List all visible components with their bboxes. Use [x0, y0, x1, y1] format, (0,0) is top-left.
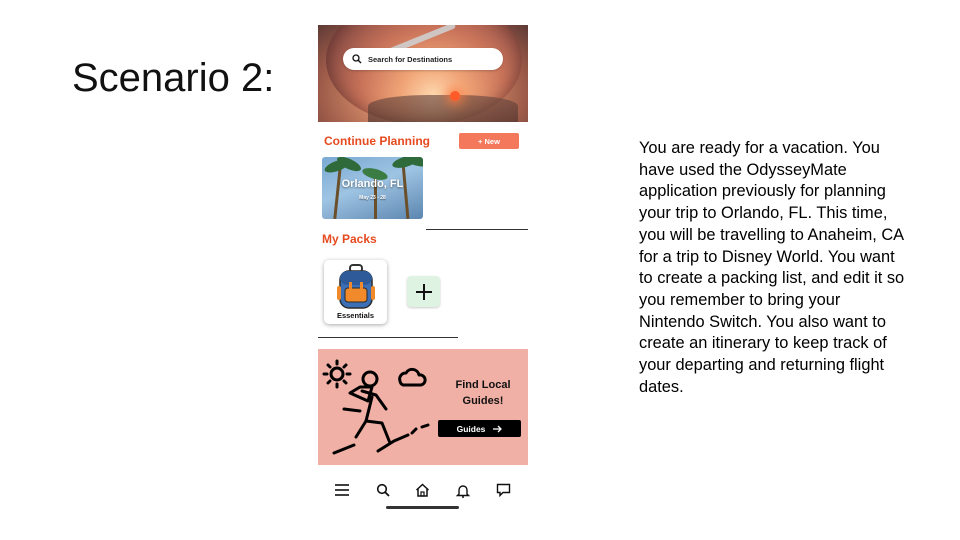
- phone-screen: [318, 25, 528, 512]
- chat-icon[interactable]: [495, 481, 513, 499]
- search-placeholder: Search for Destinations: [368, 54, 453, 64]
- search-icon[interactable]: [374, 481, 392, 499]
- trip-dates: May 23 - 28: [359, 195, 386, 201]
- search-bar[interactable]: [343, 48, 503, 70]
- trip-card-orlando[interactable]: [322, 157, 423, 219]
- scenario-description: You are ready for a vacation. You have used the OdysseyMate application previously for planning your trip to Orlando, FL. This time, you will be travelling to Anaheim, CA for a trip to Disney World. You want to create a packing list, and edit it so you remember to bring your Nintendo Switch. You also want to create an itinerary to keep track of your departing and returning flight dates.: [639, 139, 905, 396]
- home-icon[interactable]: [414, 481, 432, 499]
- landscape-image: [368, 95, 518, 122]
- new-trip-button[interactable]: + New: [459, 133, 519, 149]
- bell-icon[interactable]: [454, 481, 472, 499]
- guides-button-label: Guides: [456, 423, 486, 434]
- menu-icon[interactable]: [333, 481, 351, 499]
- divider: [318, 337, 458, 338]
- add-pack-button[interactable]: [407, 276, 440, 307]
- backpack-icon: [336, 264, 376, 310]
- continue-planning-title: Continue Planning: [324, 134, 430, 148]
- guides-headline: Find Local Guides!: [455, 379, 511, 407]
- sun-image: [450, 91, 460, 101]
- hiker-illustration: [320, 353, 438, 465]
- pack-label: Essentials: [336, 311, 375, 320]
- hero-banner: [318, 25, 528, 122]
- home-indicator: [386, 506, 459, 509]
- bottom-nav: [318, 479, 528, 501]
- pack-card-essentials[interactable]: [324, 260, 387, 324]
- guides-promo: [318, 349, 528, 465]
- my-packs-title: My Packs: [322, 232, 377, 246]
- slide-title: Scenario 2:: [72, 56, 275, 100]
- search-icon: [352, 54, 362, 64]
- arrow-right-icon: [493, 425, 502, 433]
- guides-button[interactable]: [438, 420, 521, 437]
- divider: [426, 229, 528, 230]
- plus-icon: [415, 283, 433, 301]
- trip-name: Orlando, FL: [341, 178, 404, 190]
